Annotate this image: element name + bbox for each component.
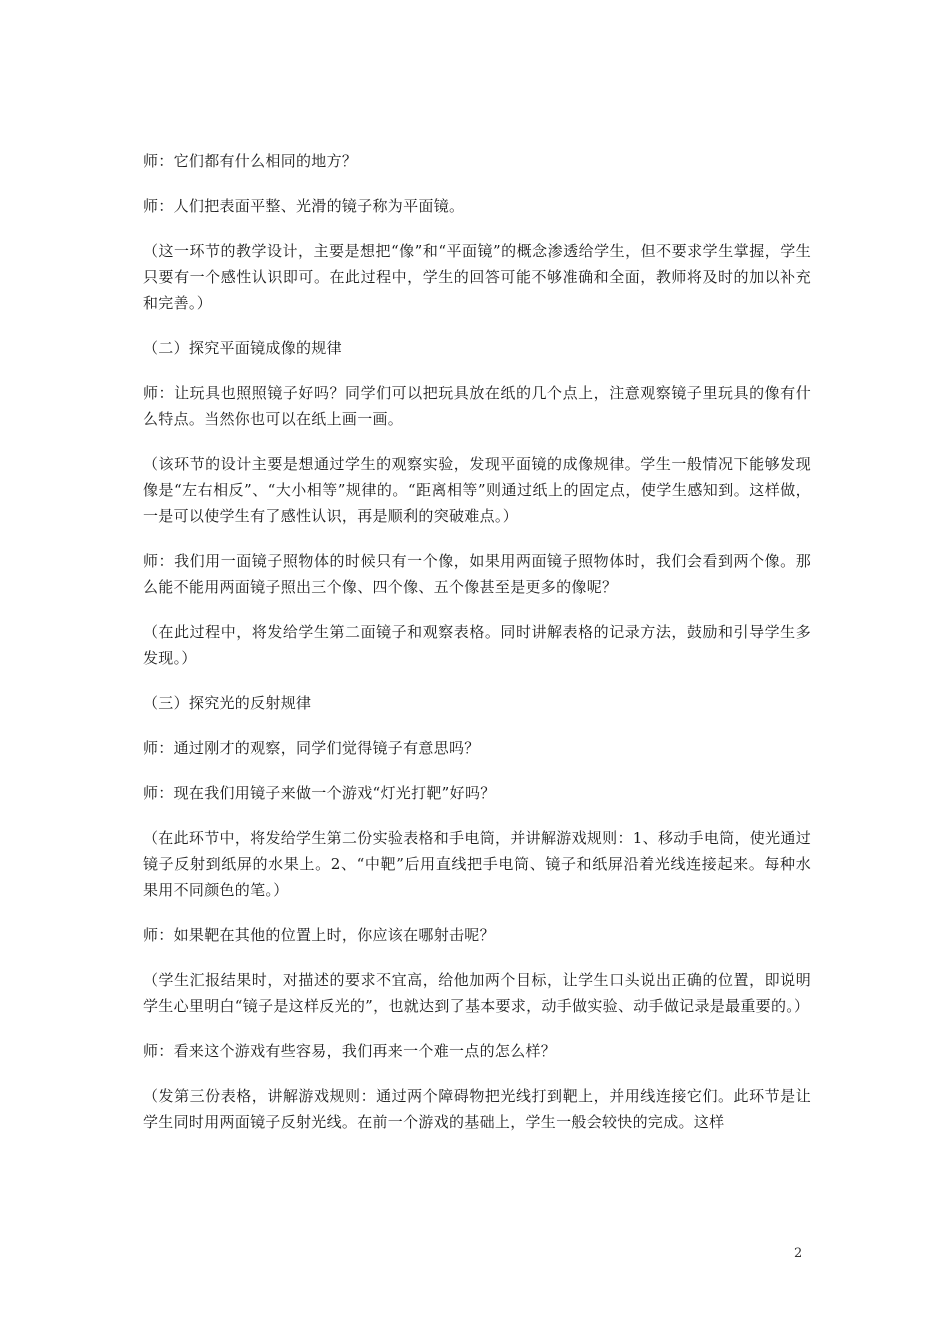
section-heading-3: （三）探究光的反射规律 [143, 694, 312, 712]
document-body [143, 148, 811, 1154]
paragraph-two-mirrors: 师：我们用一面镜子照物体的时候只有一个像，如果用两面镜子照物体时，我们会看到两个像。那么能不能用两面镜子照出三个像、四个像、五个像甚至是更多的像呢？ [143, 552, 811, 596]
paragraph-plane-mirror-definition: 师：人们把表面平整、光滑的镜子称为平面镜。 [143, 197, 465, 215]
section-heading-2: （二）探究平面镜成像的规律 [143, 339, 342, 357]
paragraph-design-note-4: （在此环节中，将发给学生第二份实验表格和手电筒，并讲解游戏规则：1、移动手电筒，使光通过镜子反射到纸屏的水果上。2、“中靶”后用直线把手电筒、镜子和纸屏沿着光线连接起来。每种水果用不同颜色的笔。） [143, 829, 811, 899]
paragraph-design-note-3: （在此过程中，将发给学生第二面镜子和观察表格。同时讲解表格的记录方法，鼓励和引导学生多发现。） [143, 623, 811, 667]
paragraph-teacher-harder: 师：看来这个游戏有些容易，我们再来一个难一点的怎么样？ [143, 1042, 557, 1060]
paragraph-toy-mirror: 师：让玩具也照照镜子好吗？同学们可以把玩具放在纸的几个点上，注意观察镜子里玩具的像有什么特点。当然你也可以在纸上画一画。 [143, 384, 811, 428]
paragraph-teacher-game: 师：现在我们用镜子来做一个游戏“灯光打靶”好吗？ [143, 784, 496, 802]
paragraph-design-note-1: （这一环节的教学设计，主要是想把“像”和“平面镜”的概念渗透给学生，但不要求学生掌握，学生只要有一个感性认识即可。在此过程中，学生的回答可能不够准确和全面，教师将及时的加以补充和完善。） [143, 242, 811, 312]
paragraph-teacher-interesting: 师：通过刚才的观察，同学们觉得镜子有意思吗？ [143, 739, 480, 757]
paragraph-teacher-question-common: 师：它们都有什么相同的地方？ [143, 152, 358, 170]
page-number: 2 [794, 1246, 803, 1261]
paragraph-design-note-6: （发第三份表格，讲解游戏规则：通过两个障碍物把光线打到靶上，并用线连接它们。此环节是让学生同时用两面镜子反射光线。在前一个游戏的基础上，学生一般会较快的完成。这样 [143, 1087, 811, 1131]
paragraph-design-note-2: （该环节的设计主要是想通过学生的观察实验，发现平面镜的成像规律。学生一般情况下能够发现像是“左右相反”、“大小相等”规律的。“距离相等”则通过纸上的固定点，使学生感知到。这样做，一是可以使学生有了感性认识，再是顺利的突破难点。） [143, 455, 811, 525]
paragraph-design-note-5: （学生汇报结果时，对描述的要求不宜高，给他加两个目标，让学生口头说出正确的位置，即说明学生心里明白“镜子是这样反光的”，也就达到了基本要求，动手做实验、动手做记录是最重要的。） [143, 971, 811, 1015]
paragraph-teacher-other-position: 师：如果靶在其他的位置上时，你应该在哪射击呢？ [143, 926, 495, 944]
